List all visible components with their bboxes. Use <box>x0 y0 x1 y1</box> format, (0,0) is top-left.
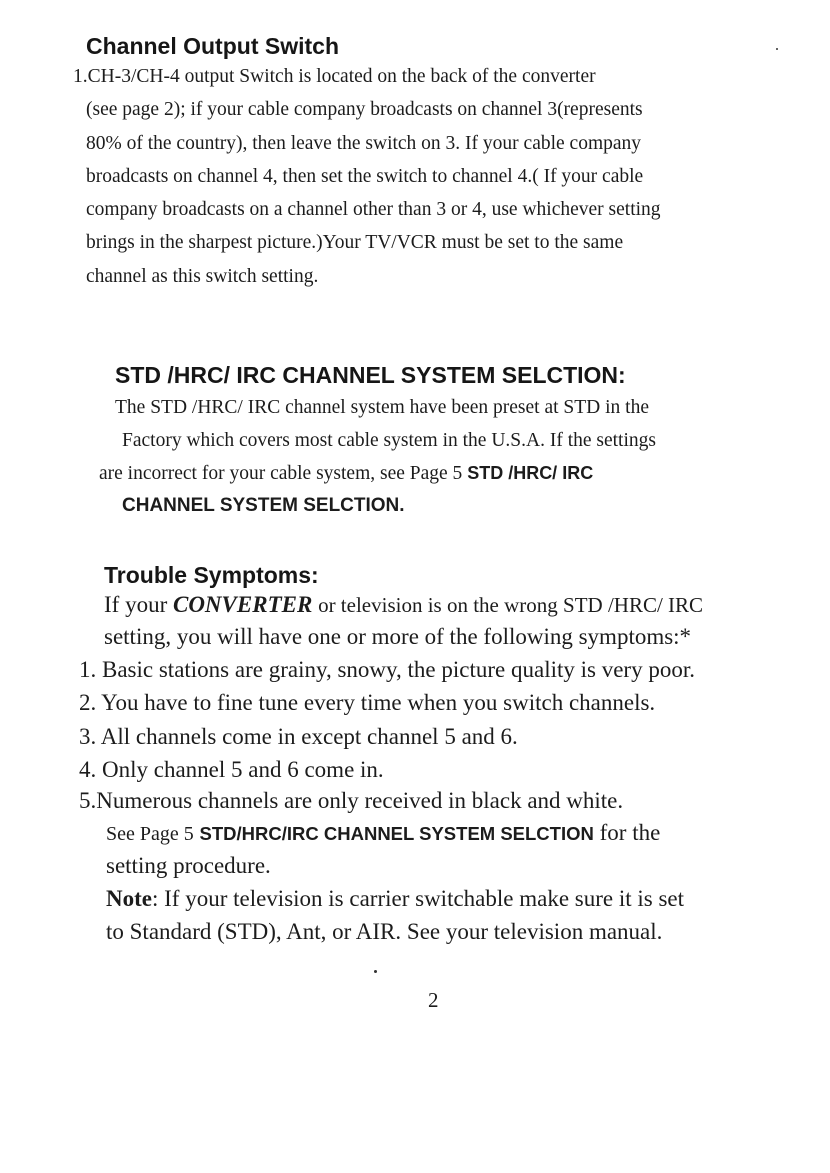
note-line <box>106 886 684 912</box>
section-heading-channel-output-switch: Channel Output Switch <box>86 33 339 59</box>
symptom-item: 3. All channels come in except channel 5 and 6. <box>79 724 518 749</box>
page-number: 2 <box>428 988 439 1012</box>
paragraph-line: 80% of the country), then leave the switch on 3. If your cable company <box>86 133 642 154</box>
symptom-item: 5.Numerous channels are only received in black and white. <box>79 788 624 813</box>
paragraph-line: company broadcasts on a channel other than 3 or 4, use whichever setting <box>86 199 661 220</box>
paragraph-line <box>99 463 593 485</box>
paragraph-line: setting, you will have one or more of the following symptoms:* <box>104 624 692 649</box>
emphasis-converter: CONVERTER <box>172 592 313 617</box>
symptom-item: 2. You have to fine tune every time when you switch channels. <box>79 690 656 715</box>
paragraph-line <box>104 592 703 618</box>
note-line: to Standard (STD), Ant, or AIR. See your television manual. <box>106 919 663 944</box>
page-reference: STD /HRC/ IRC <box>467 463 594 483</box>
paragraph-line: Factory which covers most cable system in the U.S.A. If the settings <box>122 430 656 451</box>
note-label: Note <box>106 886 152 911</box>
paragraph-text: are incorrect for your cable system, see Page 5 <box>99 463 463 484</box>
paragraph-text: for the <box>599 820 661 845</box>
section-heading-channel-system: STD /HRC/ IRC CHANNEL SYSTEM SELCTION: <box>115 362 626 388</box>
paragraph-line: channel as this switch setting. <box>86 266 319 287</box>
scan-speck <box>374 970 377 973</box>
paragraph-text: If your <box>104 592 168 617</box>
paragraph-line: The STD /HRC/ IRC channel system have been preset at STD in the <box>115 397 649 418</box>
paragraph-text: or television is on the wrong STD /HRC/ IRC <box>318 593 704 617</box>
paragraph-line <box>106 820 660 846</box>
page-reference: STD/HRC/IRC CHANNEL SYSTEM SELCTION <box>199 823 594 844</box>
scan-speck <box>776 48 778 50</box>
note-text: : If your television is carrier switchable make sure it is set <box>151 886 685 911</box>
symptom-item: 1. Basic stations are grainy, snowy, the picture quality is very poor. <box>79 657 695 682</box>
paragraph-line: brings in the sharpest picture.)Your TV/VCR must be set to the same <box>86 232 624 253</box>
paragraph-line: broadcasts on channel 4, then set the switch to channel 4.( If your cable <box>86 166 644 187</box>
paragraph-line: (see page 2); if your cable company broadcasts on channel 3(represents <box>86 99 643 120</box>
page-reference: CHANNEL SYSTEM SELCTION. <box>122 495 405 516</box>
paragraph-line: 1.CH-3/CH-4 output Switch is located on the back of the converter <box>73 66 596 87</box>
paragraph-line: setting procedure. <box>106 853 271 878</box>
section-heading-trouble-symptoms: Trouble Symptoms: <box>104 562 319 588</box>
symptom-item: 4. Only channel 5 and 6 come in. <box>79 757 384 782</box>
paragraph-text: See Page 5 <box>106 823 194 845</box>
